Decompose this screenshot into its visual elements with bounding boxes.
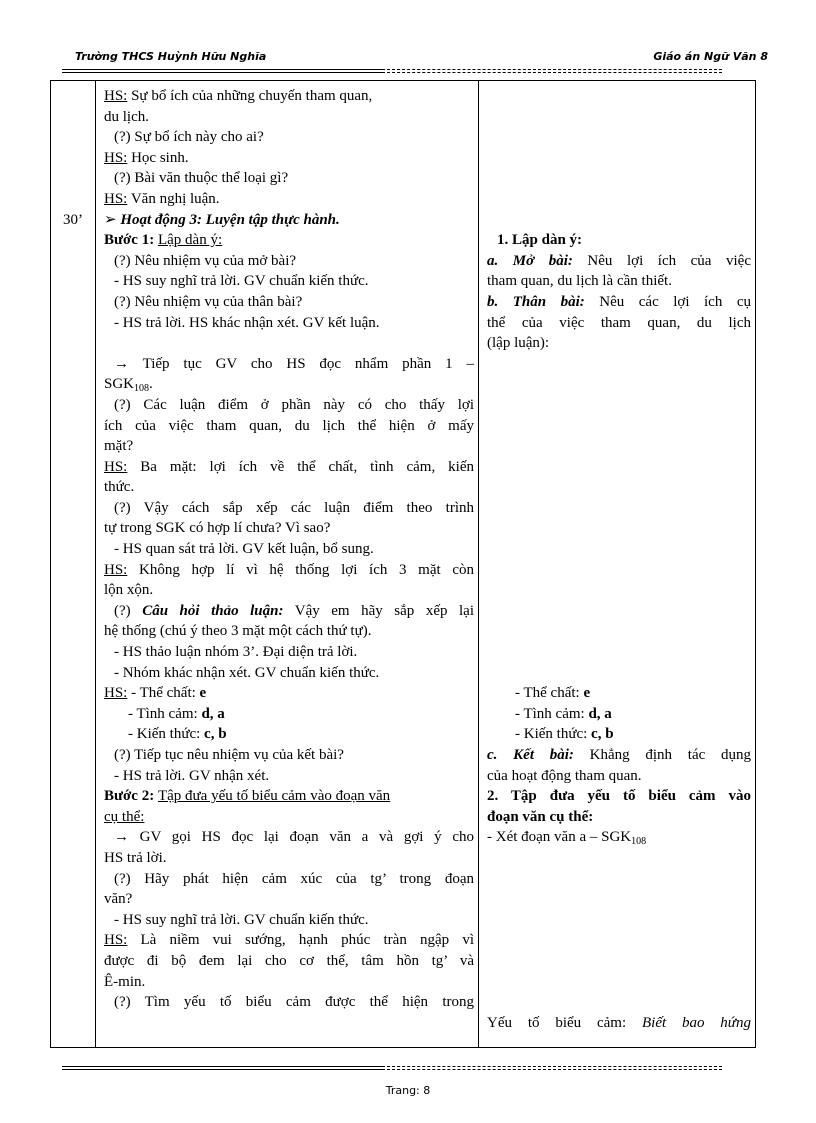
- step-heading: Bước 1: Lập dàn ý:: [104, 232, 223, 249]
- text-line: - HS suy nghĩ trả lời. GV chuẩn kiến thức.: [114, 273, 369, 290]
- ket-bai-line: c. Kết bài: Khẳng định tác dụng: [487, 747, 751, 763]
- text-line: Ê-min.: [104, 973, 146, 990]
- text-line: du lịch.: [104, 108, 149, 125]
- question-line: (?) Nêu nhiệm vụ của thân bài?: [114, 293, 303, 310]
- answer-line: - Kiến thức: c, b: [128, 726, 227, 743]
- step-heading-cont: cụ thể:: [104, 808, 145, 825]
- question-line: (?) Nêu nhiệm vụ của mở bài?: [114, 252, 297, 269]
- step-heading: Bước 2: Tập đưa yếu tố biểu cảm vào đoạn văn: [104, 788, 391, 805]
- answer-line: - Tình cảm: d, a: [128, 705, 225, 722]
- text-line: mặt?: [104, 438, 134, 455]
- text-line: - HS suy nghĩ trả lời. GV chuẩn kiến thức.: [114, 911, 369, 928]
- page-number: Trang: 8: [385, 1084, 431, 1097]
- text-line: HS: Ba mặt: lợi ích về thể chất, tình cảm, kiến: [104, 458, 474, 475]
- question-line: (?) Sự bổ ích này cho ai?: [114, 129, 264, 146]
- outline-item: - Kiến thức: c, b: [515, 726, 614, 743]
- teacher-student-activities: [104, 86, 474, 1013]
- question-line: (?) Hãy phát hiện cảm xúc của tg’ trong đoạn: [114, 870, 474, 887]
- question-line: (?) Bài văn thuộc thể loại gì?: [114, 170, 289, 187]
- than-bai-line: b. Thân bài: Nêu các lợi ích cụ: [487, 293, 751, 310]
- text-line: - HS thảo luận nhóm 3’. Đại diện trả lời.: [114, 644, 358, 661]
- text-line: HS: Học sinh.: [104, 149, 189, 166]
- header-rule-dashed: [382, 69, 722, 70]
- text-line: → Tiếp tục GV cho HS đọc nhẩm phần 1 –: [114, 355, 474, 372]
- text-line: - HS quan sát trả lời. GV kết luận, bổ sung.: [114, 541, 374, 558]
- table-divider-content: [478, 80, 479, 1048]
- text-line: lộn xộn.: [104, 582, 154, 599]
- activity-heading: ➢ Hoạt động 3: Luyện tập thực hành.: [104, 211, 340, 228]
- answer-line: HS: - Thể chất: e: [104, 685, 207, 702]
- xet-doan-line: - Xét đoạn văn a – $SGK_{108}$: [487, 829, 647, 848]
- discussion-question: (?) Câu hỏi thảo luận: Vậy em hãy sắp xếp lại: [114, 602, 474, 619]
- text-line: được đi bộ đem lại cho cơ thể, tâm hồn tg’ và: [104, 952, 474, 969]
- text-line: HS: Sự bổ ích của những chuyến tham quan,: [104, 88, 373, 104]
- text-line: hệ thống (chú ý theo 3 mặt một cách thứ tự).: [104, 623, 372, 640]
- step2-title-2: đoạn văn cụ thể:: [487, 808, 594, 825]
- outline-item: - Tình cảm: d, a: [515, 705, 612, 722]
- bieu-cam-line: Yếu tố biểu cảm: Biết bao hứng: [487, 1014, 751, 1031]
- arrow-bullet-icon: ➢: [104, 211, 121, 228]
- question-line: (?) Tiếp tục nêu nhiệm vụ của kết bài?: [114, 747, 344, 763]
- text-line: thức.: [104, 479, 135, 496]
- text-line: tự trong SGK có hợp lí chưa? Vì sao?: [104, 520, 331, 537]
- text-line: HS: Văn nghị luận.: [104, 190, 220, 207]
- question-line: (?) Các luận điểm ở phần này có cho thấy lợi: [114, 396, 474, 413]
- text-line: HS: Là niềm vui sướng, hạnh phúc tràn ngập vì: [104, 932, 474, 949]
- mo-bai-line: a. Mở bài: Nêu lợi ích của việc: [487, 252, 751, 269]
- than-bai-line-2: thể của việc tham quan, du lịch: [487, 314, 751, 331]
- header-rule-double: [62, 69, 382, 73]
- header-subject: Giáo án Ngữ Văn 8: [653, 50, 768, 63]
- outline-title: 1. Lập dàn ý:: [497, 232, 583, 249]
- text-line: - HS trả lời. GV nhận xét.: [114, 767, 270, 784]
- time-cell: 30’: [63, 212, 83, 228]
- question-line: (?) Vậy cách sắp xếp các luận điểm theo trình: [114, 499, 474, 516]
- header-school: Trường THCS Huỳnh Hữu Nghĩa: [75, 50, 267, 63]
- outline-item: - Thể chất: e: [515, 685, 591, 702]
- text-line: HS trả lời.: [104, 849, 167, 866]
- text-line: ích của việc tham quan, du lịch thể hiện ở mấy: [104, 417, 474, 434]
- lesson-content: [487, 86, 751, 1033]
- footer-rule-dashed-2: [382, 1069, 722, 1070]
- footer-rule-double: [62, 1066, 382, 1070]
- mo-bai-line-2: tham quan, du lịch là cần thiết.: [487, 273, 672, 290]
- text-line: $SGK_{108}$.: [104, 376, 153, 395]
- table-divider-time: [95, 80, 96, 1048]
- text-line: - Nhóm khác nhận xét. GV chuẩn kiến thức.: [114, 664, 380, 681]
- text-line: văn?: [104, 891, 133, 908]
- question-line: (?) Tìm yếu tố biểu cảm được thể hiện trong: [114, 994, 474, 1011]
- step2-title: 2. Tập đưa yếu tố biểu cảm vào: [487, 788, 751, 805]
- header-rule-dashed-2: [382, 72, 722, 73]
- than-bai-line-3: (lập luận):: [487, 335, 550, 352]
- text-line: → GV gọi HS đọc lại đoạn văn a và gợi ý cho: [114, 829, 474, 846]
- ket-bai-line-2: của hoạt động tham quan.: [487, 767, 642, 784]
- footer-rule-dashed: [382, 1066, 722, 1067]
- text-line: - HS trả lời. HS khác nhận xét. GV kết luận.: [114, 314, 380, 331]
- text-line: HS: Không hợp lí vì hệ thống lợi ích 3 mặt còn: [104, 561, 474, 578]
